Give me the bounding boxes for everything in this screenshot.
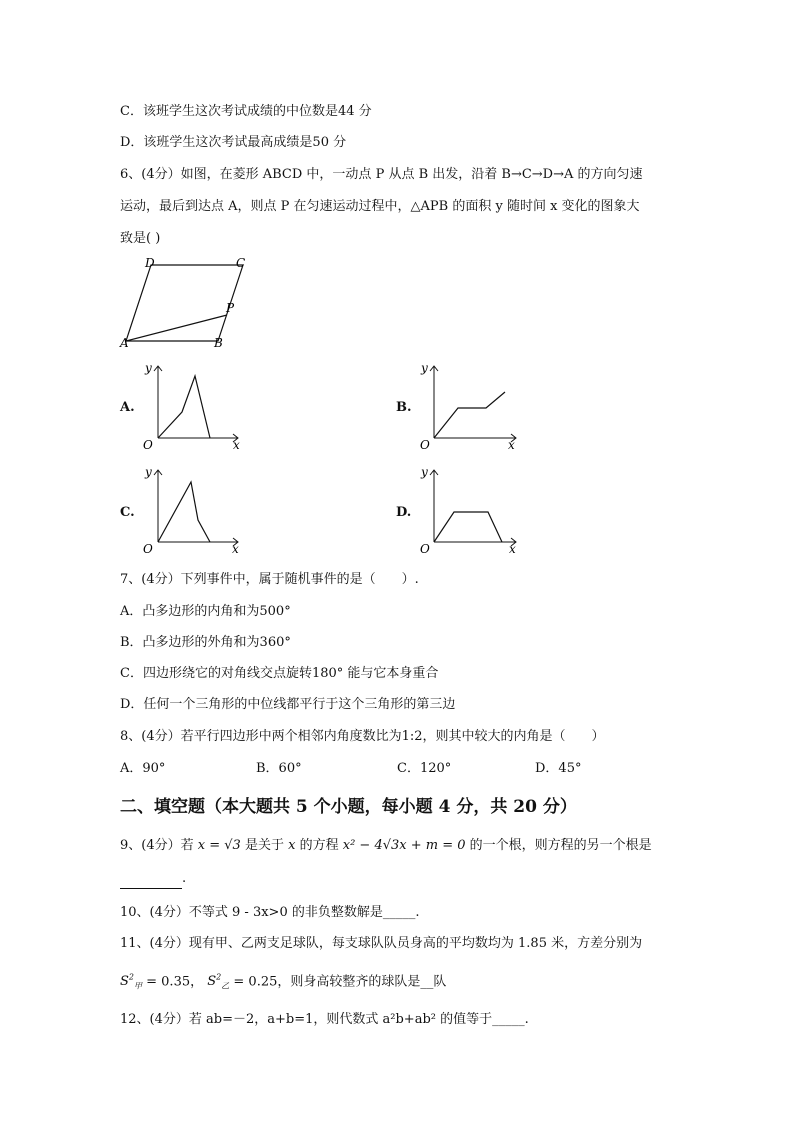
q9-answer-blank[interactable] <box>120 870 182 889</box>
q9-stem <box>120 837 652 855</box>
y-axis-label: y <box>145 465 152 479</box>
q6-graph-a <box>140 358 250 450</box>
q9-x-equals-sqrt3: x = √3 <box>197 838 241 853</box>
q8-option-a: A．90° <box>120 761 166 776</box>
q6-stem-line2: 运动，最后到达点 A，则点 P 在匀速运动过程中，△APB 的面积 y 随时间 x 变化的图象大 <box>120 199 640 214</box>
q6-stem-line1: 6、(4分）如图，在菱形 ABCD 中，一动点 P 从点 B 出发，沿着 B→C→D→A 的方向匀速 <box>120 167 643 182</box>
q11-s-yi-symbol: $S^2_乙$ <box>207 973 230 991</box>
point-p-label: P <box>226 301 235 315</box>
q9-equation: x² − 4√3x + m = 0 <box>342 838 466 853</box>
q10-stem: 10、(4分）不等式 9 - 3x>0 的非负整数解是_____. <box>120 905 420 920</box>
q11-s-yi-value: = 0.25，则身高较整齐的球队是__队 <box>233 974 447 990</box>
vertex-b-label: B <box>214 336 223 350</box>
x-axis-label: x <box>509 542 516 556</box>
q6-stem-line3: 致是( ) <box>120 231 161 246</box>
x-axis-label: x <box>233 438 240 450</box>
q7-option-c: C．四边形绕它的对角线交点旋转180° 能与它本身重合 <box>120 666 439 681</box>
graph-c-curve <box>158 482 210 542</box>
q6-option-a-label: A. <box>120 400 135 415</box>
y-axis-label: y <box>145 361 152 375</box>
q8-option-d: D．45° <box>535 761 582 776</box>
q9-variable-x: x <box>288 838 296 853</box>
q11-s-jia-symbol: $S^2_甲$ <box>120 973 142 991</box>
q7-option-a: A．凸多边形的内角和为500° <box>120 604 291 619</box>
q12-stem: 12、(4分）若 ab=－2，a+b=1，则代数式 a²b+ab² 的值等于_____. <box>120 1012 529 1027</box>
vertex-c-label: C <box>236 256 246 270</box>
q6-graph-b <box>418 358 528 450</box>
q7-option-b: B．凸多边形的外角和为360° <box>120 635 291 650</box>
q9-pre: 9、(4分）若 <box>120 838 194 853</box>
q5-option-d: D．该班学生这次考试最高成绩是50 分 <box>120 135 347 150</box>
q11-s-jia-value: = 0.35， <box>146 974 204 990</box>
vertex-a-label: A <box>120 336 129 350</box>
vertex-d-label: D <box>145 256 155 270</box>
q11-stem-line2 <box>120 969 446 996</box>
q6-rhombus-figure <box>115 255 255 350</box>
origin-label: O <box>143 438 153 450</box>
q9-mid1: 是关于 <box>244 838 284 853</box>
q5-option-c: C．该班学生这次考试成绩的中位数是44 分 <box>120 104 372 119</box>
segment-ap <box>126 315 227 341</box>
y-axis-label: y <box>421 361 428 375</box>
origin-label: O <box>420 542 430 556</box>
q8-option-c: C．120° <box>397 761 452 776</box>
q7-option-d: D．任何一个三角形的中位线都平行于这个三角形的第三边 <box>120 697 456 712</box>
q7-stem: 7、(4分）下列事件中，属于随机事件的是（ ）. <box>120 572 419 587</box>
q8-stem: 8、(4分）若平行四边形中两个相邻内角度数比为1:2，则其中较大的内角是（ ） <box>120 729 605 744</box>
graph-b-curve <box>434 392 505 438</box>
q11-stem-line1: 11、(4分）现有甲、乙两支足球队，每支球队队员身高的平均数均为 1.85 米，方差分别为 <box>120 936 643 951</box>
q6-graph-c <box>140 462 250 557</box>
q6-option-d-label: D. <box>396 505 412 520</box>
q6-option-c-label: C. <box>120 505 135 520</box>
q9-answer-line <box>120 870 186 889</box>
graph-a-curve <box>158 376 210 438</box>
q6-graph-d <box>418 462 528 557</box>
q8-option-b: B．60° <box>256 761 302 776</box>
q6-option-b-label: B. <box>396 400 412 415</box>
graph-d-curve <box>434 512 502 542</box>
q9-post: 的一个根，则方程的另一个根是 <box>469 838 652 853</box>
q9-end: . <box>182 871 187 886</box>
x-axis-label: x <box>232 542 239 556</box>
q9-mid2: 的方程 <box>299 838 339 853</box>
x-axis-label: x <box>508 438 515 450</box>
y-axis-label: y <box>421 465 428 479</box>
section-2-title: 二、填空题（本大题共 5 个小题，每小题 4 分，共 20 分） <box>120 797 577 817</box>
origin-label: O <box>420 438 430 450</box>
origin-label: O <box>143 542 153 556</box>
